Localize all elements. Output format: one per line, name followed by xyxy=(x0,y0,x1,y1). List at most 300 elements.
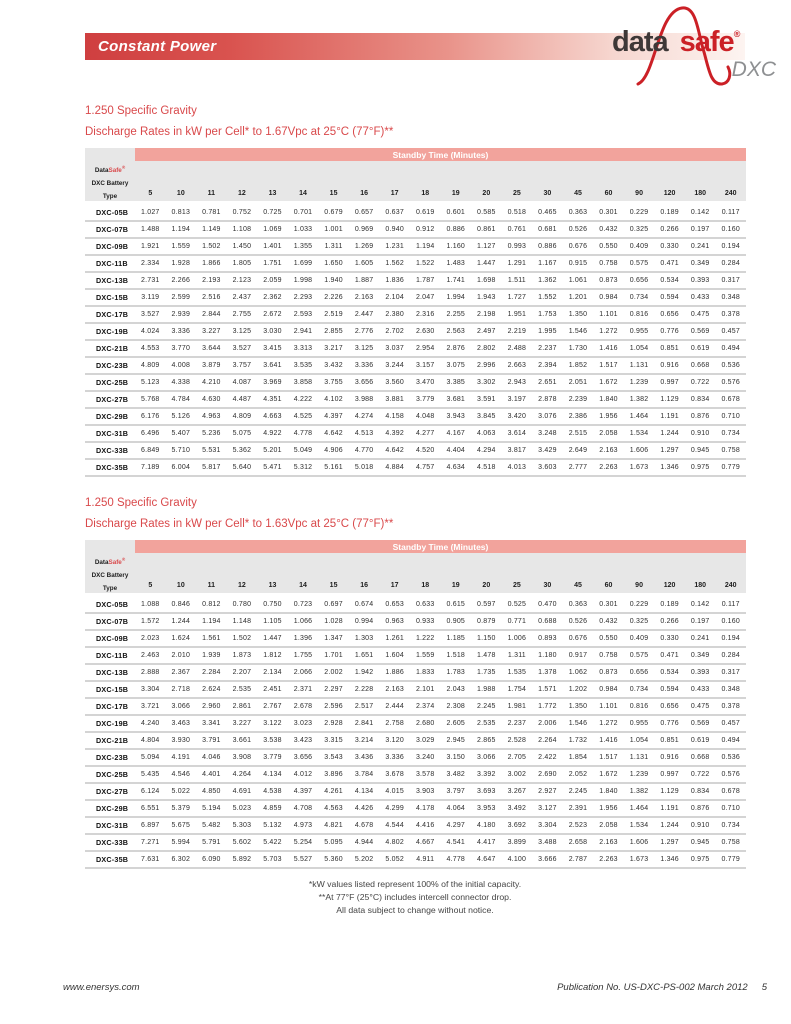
value-cell: 0.997 xyxy=(660,379,679,386)
value-cell: 2.380 xyxy=(385,311,404,318)
battery-type-cell: DXC-17B xyxy=(96,310,129,319)
table-row xyxy=(85,358,746,375)
table-row xyxy=(85,409,746,426)
value-cell: 0.668 xyxy=(690,754,710,761)
value-cell: 2.237 xyxy=(507,720,527,727)
minute-header: 45 xyxy=(574,582,582,589)
discharge-rates-title: Discharge Rates in kW per Cell* to 1.63Vpc at 25°C (77°F)** xyxy=(85,518,394,530)
value-cell: 3.248 xyxy=(538,430,557,437)
value-cell: 1.488 xyxy=(141,226,160,233)
value-cell: 4.417 xyxy=(477,839,496,846)
brand-data: Data xyxy=(94,167,109,174)
value-cell: 2.596 xyxy=(324,703,343,710)
value-cell: 2.865 xyxy=(477,737,496,744)
value-cell: 4.667 xyxy=(415,839,435,846)
value-cell: 1.006 xyxy=(507,635,527,642)
battery-type-cell: DXC-23B xyxy=(96,361,129,370)
value-cell: 0.861 xyxy=(477,226,496,233)
value-cell: 0.266 xyxy=(660,226,679,233)
value-cell: 0.597 xyxy=(477,601,496,608)
value-cell: 0.330 xyxy=(660,243,679,250)
value-cell: 0.585 xyxy=(477,209,496,216)
value-cell: 4.087 xyxy=(232,379,252,386)
value-cell: 1.522 xyxy=(415,260,435,267)
value-cell: 4.351 xyxy=(263,396,282,403)
value-cell: 2.367 xyxy=(171,669,191,676)
value-cell: 2.293 xyxy=(293,294,313,301)
value-cell: 1.066 xyxy=(293,618,313,625)
value-cell: 3.304 xyxy=(141,686,160,693)
value-cell: 4.024 xyxy=(141,328,160,335)
value-cell: 2.593 xyxy=(293,311,313,318)
value-cell: 3.066 xyxy=(171,703,191,710)
value-cell: 2.651 xyxy=(538,379,557,386)
brand-line-dxc-battery: DXC Battery xyxy=(91,572,129,579)
value-cell: 1.921 xyxy=(141,243,160,250)
value-cell: 1.887 xyxy=(354,277,374,284)
value-cell: 5.254 xyxy=(293,839,313,846)
value-cell: 2.134 xyxy=(263,669,282,676)
value-cell: 2.488 xyxy=(507,345,527,352)
battery-type-cell: DXC-23B xyxy=(96,753,129,762)
table-row xyxy=(85,392,746,409)
value-cell: 4.802 xyxy=(385,839,404,846)
value-cell: 2.043 xyxy=(446,686,466,693)
value-cell: 1.131 xyxy=(629,754,649,761)
footnote-line: **At 77°F (25°C) includes intercell connector drop. xyxy=(318,892,512,902)
value-cell: 1.027 xyxy=(141,209,160,216)
value-cell: 0.771 xyxy=(507,618,527,625)
value-cell: 0.945 xyxy=(690,447,710,454)
value-cell: 0.873 xyxy=(599,277,618,284)
value-cell: 3.678 xyxy=(385,771,404,778)
value-cell: 1.673 xyxy=(629,464,649,471)
value-cell: 3.692 xyxy=(507,822,527,829)
value-cell: 0.984 xyxy=(599,686,618,693)
value-cell: 1.297 xyxy=(660,447,679,454)
value-cell: 4.922 xyxy=(263,430,282,437)
minute-header: 30 xyxy=(543,582,552,589)
value-cell: 1.812 xyxy=(263,652,282,659)
value-cell: 3.227 xyxy=(232,720,252,727)
value-cell: 5.892 xyxy=(232,856,252,863)
value-cell: 5.201 xyxy=(263,447,282,454)
discharge-rates-title: Discharge Rates in kW per Cell* to 1.67Vpc at 25°C (77°F)** xyxy=(85,126,394,138)
value-cell: 0.710 xyxy=(721,413,740,420)
value-cell: 7.189 xyxy=(141,464,160,471)
value-cell: 4.240 xyxy=(141,720,160,727)
value-cell: 3.757 xyxy=(232,362,252,369)
footer-publication xyxy=(557,982,767,993)
battery-type-cell: DXC-09B xyxy=(96,634,129,643)
value-cell: 0.197 xyxy=(690,618,710,625)
value-cell: 0.816 xyxy=(629,703,649,710)
table-row xyxy=(85,222,746,239)
minute-header: 10 xyxy=(176,190,185,197)
value-cell: 1.995 xyxy=(538,328,557,335)
value-cell: 1.951 xyxy=(507,311,527,318)
minute-header: 240 xyxy=(724,190,737,197)
value-cell: 3.227 xyxy=(202,328,221,335)
value-cell: 3.385 xyxy=(446,379,466,386)
value-cell: 2.239 xyxy=(568,396,588,403)
value-cell: 1.546 xyxy=(568,720,588,727)
value-cell: 0.656 xyxy=(629,669,649,676)
value-cell: 1.755 xyxy=(293,652,313,659)
value-cell: 2.463 xyxy=(141,652,160,659)
value-cell: 3.420 xyxy=(507,413,527,420)
battery-type-cell: DXC-19B xyxy=(96,719,129,728)
value-cell: 0.194 xyxy=(721,243,740,250)
value-cell: 0.349 xyxy=(690,260,710,267)
discharge-table-163vpc xyxy=(85,540,746,869)
minute-header: 60 xyxy=(604,582,613,589)
value-cell: 4.757 xyxy=(415,464,435,471)
value-cell: 3.127 xyxy=(538,805,557,812)
value-cell: 0.601 xyxy=(446,209,466,216)
value-cell: 5.768 xyxy=(141,396,160,403)
table-section-167vpc xyxy=(85,104,746,477)
value-cell: 0.940 xyxy=(385,226,404,233)
value-cell: 1.698 xyxy=(477,277,496,284)
value-cell: 0.117 xyxy=(721,601,740,608)
value-cell: 1.062 xyxy=(568,669,588,676)
value-cell: 3.217 xyxy=(324,345,343,352)
standby-time-header: Standby Time (Minutes) xyxy=(135,540,746,553)
value-cell: 4.180 xyxy=(477,822,496,829)
value-cell: 1.239 xyxy=(629,771,649,778)
value-cell: 0.378 xyxy=(721,703,740,710)
value-cell: 1.730 xyxy=(568,345,588,352)
value-cell: 5.052 xyxy=(385,856,404,863)
value-cell: 5.379 xyxy=(171,805,191,812)
minute-header: 11 xyxy=(207,190,216,197)
value-cell: 0.734 xyxy=(629,686,649,693)
value-cell: 1.517 xyxy=(599,362,618,369)
value-cell: 3.896 xyxy=(324,771,343,778)
value-cell: 0.536 xyxy=(721,754,740,761)
value-cell: 0.241 xyxy=(690,243,710,250)
minute-header: 5 xyxy=(148,582,153,589)
value-cell: 2.802 xyxy=(477,345,496,352)
value-cell: 0.619 xyxy=(690,345,710,352)
value-cell: 1.194 xyxy=(202,618,221,625)
value-cell: 1.185 xyxy=(446,635,466,642)
value-cell: 0.348 xyxy=(721,294,740,301)
value-cell: 4.973 xyxy=(293,822,313,829)
minute-header: 180 xyxy=(694,190,706,197)
brand-safe: Safe xyxy=(108,167,122,174)
value-cell: 0.266 xyxy=(660,618,679,625)
value-cell: 5.123 xyxy=(141,379,160,386)
battery-type-cell: DXC-17B xyxy=(96,702,129,711)
value-cell: 3.969 xyxy=(263,379,282,386)
value-cell: 1.998 xyxy=(293,277,313,284)
value-cell: 0.725 xyxy=(263,209,282,216)
value-cell: 1.033 xyxy=(293,226,313,233)
value-cell: 1.347 xyxy=(324,635,343,642)
value-cell: 1.464 xyxy=(629,805,649,812)
battery-type-cell: DXC-29B xyxy=(96,804,129,813)
value-cell: 1.928 xyxy=(171,260,191,267)
value-cell: 4.392 xyxy=(385,430,404,437)
value-cell: 4.264 xyxy=(232,771,252,778)
value-cell: 2.705 xyxy=(507,754,527,761)
value-cell: 0.752 xyxy=(232,209,252,216)
value-cell: 4.809 xyxy=(232,413,252,420)
value-cell: 3.313 xyxy=(293,345,313,352)
value-cell: 2.927 xyxy=(538,788,557,795)
minute-header: 10 xyxy=(176,582,185,589)
value-cell: 5.202 xyxy=(354,856,374,863)
value-cell: 2.535 xyxy=(232,686,252,693)
minute-header: 11 xyxy=(207,582,216,589)
value-cell: 1.753 xyxy=(538,311,557,318)
value-cell: 0.910 xyxy=(690,822,710,829)
value-cell: 5.018 xyxy=(354,464,374,471)
value-cell: 2.888 xyxy=(141,669,160,676)
brand-line-type: Type xyxy=(102,193,118,200)
value-cell: 4.012 xyxy=(293,771,313,778)
battery-type-cell: DXC-07B xyxy=(96,225,129,234)
value-cell: 2.023 xyxy=(141,635,160,642)
value-cell: 2.776 xyxy=(354,328,374,335)
value-cell: 1.552 xyxy=(538,294,557,301)
value-cell: 1.180 xyxy=(538,652,557,659)
value-cell: 2.362 xyxy=(263,294,282,301)
value-cell: 0.912 xyxy=(415,226,435,233)
value-cell: 1.956 xyxy=(599,805,618,812)
value-cell: 5.994 xyxy=(171,839,191,846)
value-cell: 4.404 xyxy=(446,447,466,454)
value-cell: 0.679 xyxy=(324,209,343,216)
value-cell: 4.770 xyxy=(354,447,374,454)
value-cell: 2.447 xyxy=(354,311,374,318)
value-cell: 5.710 xyxy=(171,447,191,454)
value-cell: 0.142 xyxy=(690,209,710,216)
value-cell: 0.955 xyxy=(629,328,649,335)
value-cell: 3.436 xyxy=(354,754,374,761)
value-cell: 0.734 xyxy=(721,822,740,829)
value-cell: 3.336 xyxy=(171,328,191,335)
value-cell: 2.535 xyxy=(477,720,496,727)
value-cell: 4.708 xyxy=(293,805,313,812)
value-cell: 2.066 xyxy=(293,669,313,676)
value-cell: 0.779 xyxy=(721,464,740,471)
table-row xyxy=(85,648,746,665)
value-cell: 1.699 xyxy=(293,260,313,267)
value-cell: 4.850 xyxy=(202,788,221,795)
banner-title: Constant Power xyxy=(98,38,217,55)
value-cell: 0.393 xyxy=(690,277,710,284)
battery-type-cell: DXC-13B xyxy=(96,276,129,285)
value-cell: 4.487 xyxy=(232,396,252,403)
value-cell: 0.470 xyxy=(538,601,557,608)
value-cell: 0.781 xyxy=(202,209,221,216)
value-cell: 0.619 xyxy=(415,209,435,216)
value-cell: 0.851 xyxy=(660,737,679,744)
value-cell: 0.619 xyxy=(690,737,710,744)
value-cell: 0.758 xyxy=(599,652,618,659)
value-cell: 6.551 xyxy=(141,805,160,812)
value-cell: 0.750 xyxy=(263,601,282,608)
value-cell: 4.538 xyxy=(263,788,282,795)
discharge-table-167vpc xyxy=(85,148,746,477)
value-cell: 2.787 xyxy=(568,856,588,863)
value-cell: 1.741 xyxy=(446,277,466,284)
value-cell: 5.362 xyxy=(232,447,252,454)
minute-header: 13 xyxy=(268,582,277,589)
value-cell: 4.064 xyxy=(446,805,466,812)
value-cell: 0.317 xyxy=(721,277,740,284)
value-cell: 5.471 xyxy=(263,464,282,471)
value-cell: 3.721 xyxy=(141,703,160,710)
table-row xyxy=(85,682,746,699)
value-cell: 3.791 xyxy=(202,737,221,744)
value-cell: 1.942 xyxy=(354,669,374,676)
battery-type-cell: DXC-31B xyxy=(96,821,129,830)
table-row xyxy=(85,341,746,358)
value-cell: 2.101 xyxy=(415,686,435,693)
value-cell: 1.727 xyxy=(507,294,527,301)
value-cell: 0.526 xyxy=(568,226,588,233)
value-cell: 2.394 xyxy=(538,362,557,369)
value-cell: 1.450 xyxy=(232,243,252,250)
value-cell: 3.535 xyxy=(293,362,313,369)
value-cell: 3.817 xyxy=(507,447,527,454)
value-cell: 2.878 xyxy=(538,396,557,403)
value-cell: 1.069 xyxy=(263,226,282,233)
battery-type-cell: DXC-33B xyxy=(96,838,129,847)
value-cell: 0.325 xyxy=(629,618,649,625)
value-cell: 0.475 xyxy=(690,703,710,710)
value-cell: 3.881 xyxy=(385,396,404,403)
value-cell: 1.502 xyxy=(232,635,252,642)
minute-header: 14 xyxy=(299,190,307,197)
brand-line-datasafe xyxy=(85,553,135,569)
brand-safe: Safe xyxy=(108,559,122,566)
value-cell: 2.767 xyxy=(263,703,282,710)
value-cell: 3.470 xyxy=(415,379,435,386)
value-cell: 0.776 xyxy=(660,720,679,727)
value-cell: 2.163 xyxy=(599,839,618,846)
minute-header: 120 xyxy=(663,190,676,197)
value-cell: 4.299 xyxy=(385,805,404,812)
value-cell: 1.350 xyxy=(568,311,588,318)
value-cell: 3.122 xyxy=(263,720,282,727)
value-cell: 1.650 xyxy=(324,260,343,267)
value-cell: 0.576 xyxy=(721,379,740,386)
value-cell: 2.010 xyxy=(171,652,191,659)
value-cell: 3.304 xyxy=(538,822,557,829)
value-cell: 4.525 xyxy=(293,413,313,420)
value-cell: 3.666 xyxy=(538,856,557,863)
value-cell: 1.571 xyxy=(538,686,557,693)
value-cell: 0.994 xyxy=(354,618,374,625)
value-cell: 0.886 xyxy=(538,243,557,250)
value-cell: 5.602 xyxy=(232,839,252,846)
logo-wordmark xyxy=(612,26,740,59)
value-cell: 5.482 xyxy=(202,822,221,829)
value-cell: 2.678 xyxy=(293,703,313,710)
value-cell: 4.100 xyxy=(507,856,527,863)
value-cell: 3.770 xyxy=(171,345,191,352)
standby-time-header: Standby Time (Minutes) xyxy=(135,148,746,161)
value-cell: 2.308 xyxy=(446,703,466,710)
value-cell: 3.336 xyxy=(385,754,404,761)
value-cell: 0.681 xyxy=(538,226,557,233)
value-cell: 3.899 xyxy=(507,839,527,846)
value-cell: 1.502 xyxy=(202,243,221,250)
value-cell: 1.191 xyxy=(660,413,679,420)
value-cell: 0.657 xyxy=(354,209,374,216)
value-cell: 1.001 xyxy=(324,226,343,233)
value-cell: 3.415 xyxy=(263,345,282,352)
value-cell: 1.988 xyxy=(477,686,496,693)
table-row xyxy=(85,290,746,307)
value-cell: 4.261 xyxy=(324,788,343,795)
value-cell: 2.844 xyxy=(202,311,221,318)
value-cell: 1.261 xyxy=(385,635,404,642)
value-cell: 3.797 xyxy=(446,788,466,795)
value-cell: 0.317 xyxy=(721,669,740,676)
value-cell: 0.876 xyxy=(690,805,710,812)
value-cell: 2.941 xyxy=(293,328,313,335)
value-cell: 0.160 xyxy=(721,618,740,625)
value-cell: 1.272 xyxy=(599,720,618,727)
page-number: 5 xyxy=(761,982,767,993)
value-cell: 1.534 xyxy=(629,430,649,437)
table-row xyxy=(85,665,746,682)
value-cell: 0.576 xyxy=(721,771,740,778)
value-cell: 3.240 xyxy=(415,754,435,761)
value-cell: 2.163 xyxy=(599,447,618,454)
value-cell: 3.120 xyxy=(385,737,404,744)
value-cell: 1.672 xyxy=(599,771,618,778)
value-cell: 1.483 xyxy=(446,260,466,267)
value-cell: 4.063 xyxy=(477,430,496,437)
value-cell: 1.131 xyxy=(629,362,649,369)
value-cell: 2.702 xyxy=(385,328,404,335)
value-cell: 0.457 xyxy=(721,328,740,335)
table-row xyxy=(85,256,746,273)
value-cell: 1.673 xyxy=(629,856,649,863)
value-cell: 1.101 xyxy=(599,311,618,318)
value-cell: 0.525 xyxy=(507,601,527,608)
value-cell: 2.943 xyxy=(507,379,527,386)
battery-type-cell: DXC-35B xyxy=(96,855,129,864)
value-cell: 2.051 xyxy=(568,379,588,386)
value-cell: 3.988 xyxy=(354,396,374,403)
value-cell: 1.101 xyxy=(599,703,618,710)
value-cell: 3.779 xyxy=(263,754,282,761)
value-cell: 5.422 xyxy=(263,839,282,846)
value-cell: 6.090 xyxy=(202,856,221,863)
value-cell: 1.447 xyxy=(263,635,282,642)
value-cell: 4.274 xyxy=(354,413,374,420)
value-cell: 2.451 xyxy=(263,686,282,693)
value-cell: 2.334 xyxy=(141,260,160,267)
value-cell: 4.513 xyxy=(354,430,374,437)
value-cell: 1.150 xyxy=(477,635,496,642)
value-cell: 5.435 xyxy=(141,771,160,778)
value-cell: 2.731 xyxy=(141,277,160,284)
value-cell: 1.346 xyxy=(660,856,679,863)
value-cell: 1.606 xyxy=(629,839,649,846)
battery-type-cell: DXC-29B xyxy=(96,412,129,421)
value-cell: 4.222 xyxy=(293,396,313,403)
value-cell: 1.088 xyxy=(141,601,160,608)
